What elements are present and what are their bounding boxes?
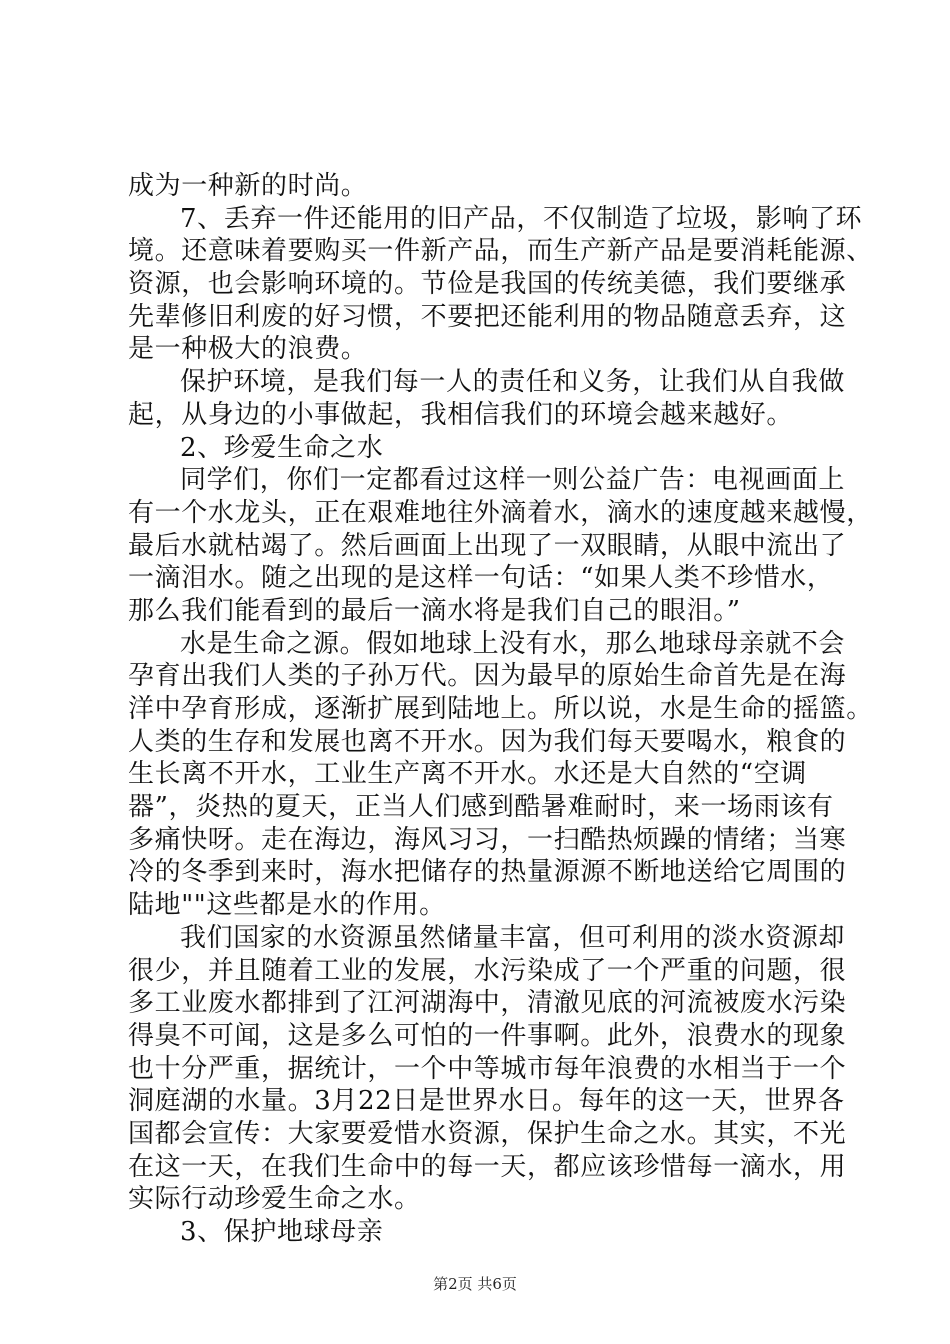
text-line: 7、丢弃一件还能用的旧产品，不仅制造了垃圾，影响了环	[180, 203, 863, 234]
text-line: 实际行动珍爱生命之水。	[128, 1184, 421, 1215]
text-line: 我们国家的水资源虽然储量丰富，但可利用的淡水资源却	[180, 922, 846, 953]
text-line: 2、珍爱生命之水	[180, 432, 384, 463]
text-line: 多工业废水都排到了江河湖海中，清澈见底的河流被废水污染	[128, 988, 847, 1019]
text-line: 陆地""这些都是水的作用。	[128, 890, 446, 921]
text-line: 人类的生存和发展也离不开水。因为我们每天要喝水，粮食的	[128, 726, 847, 757]
text-line: 得臭不可闻，这是多么可怕的一件事啊。此外，浪费水的现象	[128, 1020, 847, 1051]
text-line: 资源，也会影响环境的。节俭是我国的传统美德，我们要继承	[128, 269, 847, 300]
text-line: 同学们，你们一定都看过这样一则公益广告：电视画面上	[180, 465, 846, 496]
text-line: 那么我们能看到的最后一滴水将是我们自己的眼泪。”	[128, 595, 741, 626]
text-line: 境。还意味着要购买一件新产品，而生产新产品是要消耗能源、	[128, 236, 873, 267]
text-line: 是一种极大的浪费。	[128, 334, 368, 365]
text-line: 保护环境，是我们每一人的责任和义务，让我们从自我做	[180, 367, 846, 398]
text-line: 成为一种新的时尚。	[128, 171, 368, 201]
text-line: 器”，炎热的夏天，正当人们感到酷暑难耐时，来一场雨该有	[128, 792, 834, 823]
text-line: 孕育出我们人类的子孙万代。因为最早的原始生命首先是在海	[128, 661, 847, 692]
text-line: 先辈修旧利废的好习惯，不要把还能利用的物品随意丢弃，这	[128, 301, 847, 332]
text-line: 水是生命之源。假如地球上没有水，那么地球母亲就不会	[180, 628, 846, 659]
text-line: 有一个水龙头，正在艰难地往外滴着水，滴水的速度越来越慢，	[128, 497, 873, 528]
text-line: 在这一天，在我们生命中的每一天，都应该珍惜每一滴水，用	[128, 1151, 847, 1182]
document-body	[128, 170, 873, 1249]
text-line: 多痛快呀。走在海边，海风习习，一扫酷热烦躁的情绪；当寒	[128, 824, 847, 855]
page-footer: 第2页 共6页	[433, 1275, 517, 1293]
text-line: 洞庭湖的水量。3月22日是世界水日。每年的这一天，世界各	[128, 1086, 845, 1117]
text-line: 生长离不开水，工业生产离不开水。水还是大自然的“空调	[128, 759, 807, 790]
text-line: 国都会宣传：大家要爱惜水资源，保护生命之水。其实，不光	[128, 1118, 847, 1149]
text-line: 洋中孕育形成，逐渐扩展到陆地上。所以说，水是生命的摇篮。	[128, 694, 873, 724]
text-line: 最后水就枯竭了。然后画面上出现了一双眼睛，从眼中流出了	[128, 530, 847, 561]
text-line: 冷的冬季到来时，海水把储存的热量源源不断地送给它周围的	[128, 857, 847, 888]
text-line: 3、保护地球母亲	[180, 1217, 384, 1247]
text-line: 起，从身边的小事做起，我相信我们的环境会越来越好。	[128, 399, 794, 430]
text-line: 也十分严重，据统计，一个中等城市每年浪费的水相当于一个	[128, 1053, 847, 1084]
text-line: 一滴泪水。随之出现的是这样一句话：“如果人类不珍惜水，	[128, 563, 834, 594]
text-line: 很少，并且随着工业的发展，水污染成了一个严重的问题，很	[128, 955, 847, 986]
